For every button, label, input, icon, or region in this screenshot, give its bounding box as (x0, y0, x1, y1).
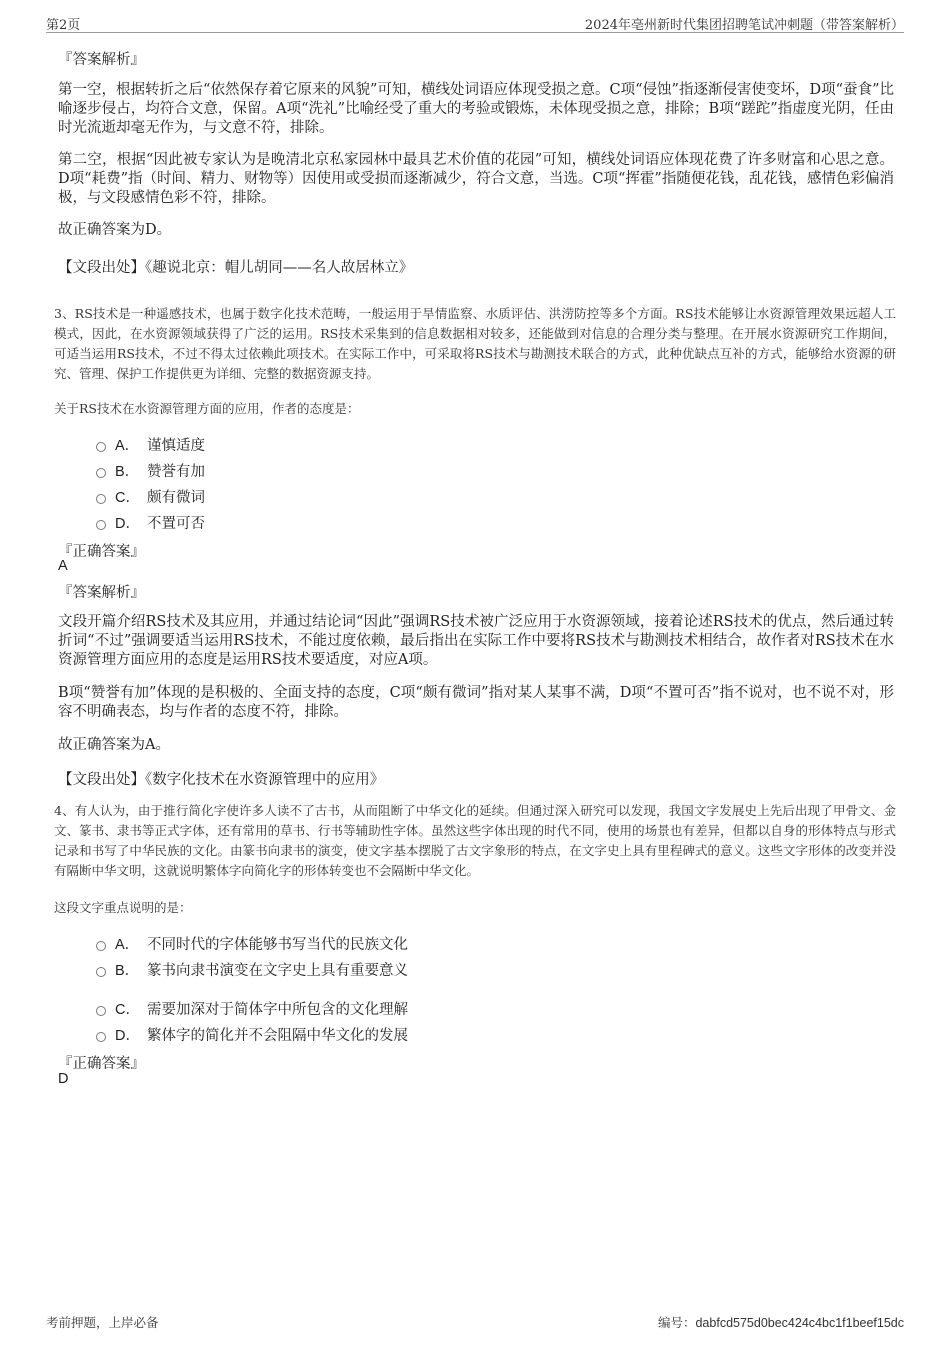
radio-icon[interactable] (96, 468, 106, 478)
radio-icon[interactable] (96, 1032, 106, 1042)
option-text: 篆书向隶书演变在文字史上具有重要意义 (147, 963, 408, 979)
option-text: 谨慎适度 (147, 438, 205, 454)
option-c[interactable] (96, 486, 205, 507)
option-letter: B． (115, 963, 140, 979)
option-text: 颇有微词 (147, 490, 205, 506)
option-letter: C． (115, 1002, 140, 1018)
source-citation: 【文段出处】《趣说北京：帽儿胡同——名人故居林立》 (58, 260, 414, 276)
option-text: 不同时代的字体能够书写当代的民族文化 (147, 937, 408, 953)
radio-icon[interactable] (96, 520, 106, 530)
correct-answer-value: D (58, 1071, 69, 1087)
analysis-conclusion: 故正确答案为A。 (58, 737, 170, 753)
option-d[interactable] (96, 1024, 408, 1045)
analysis-label: 『答案解析』 (58, 585, 145, 601)
radio-icon[interactable] (96, 1006, 106, 1016)
option-b[interactable] (96, 460, 205, 481)
option-letter: B． (115, 464, 140, 480)
option-letter: A． (115, 438, 140, 454)
correct-answer-value: A (58, 558, 68, 574)
option-letter: D． (115, 516, 140, 532)
page-number: 第2页 (46, 18, 81, 33)
option-text: 不置可否 (147, 516, 205, 532)
option-c[interactable] (96, 998, 408, 1019)
question-stem: 这段文字重点说明的是： (54, 900, 192, 915)
option-letter: D． (115, 1028, 140, 1044)
option-d[interactable] (96, 512, 205, 533)
page-header (46, 14, 904, 33)
question-stem: 关于RS技术在水资源管理方面的应用，作者的态度是： (54, 401, 360, 416)
option-text: 需要加深对于简体字中所包含的文化理解 (147, 1002, 408, 1018)
footer-slogan: 考前押题，上岸必备 (46, 1315, 159, 1330)
analysis-paragraph: 第一空，根据转折之后“依然保存着它原来的风貌”可知，横线处词语应体现受损之意。C项“侵蚀”指逐渐侵害使变坏，D项“蚕食”比喻逐步侵占，均符合文意，保留。A项“洗礼”比喻经受了重大的考验或锻炼，未体现受损之意，排除；B项“蹉跎”指虚度光阴，任由时光流逝却毫无作为，与文意不符，排除。 (58, 82, 894, 136)
document-id: 编号：dabfcd575d0bec424c4bc1f1beef15dc (657, 1316, 904, 1330)
option-a[interactable] (96, 933, 408, 954)
option-text: 繁体字的简化并不会阻隔中华文化的发展 (147, 1028, 408, 1044)
option-b[interactable] (96, 959, 408, 980)
analysis-conclusion: 故正确答案为D。 (58, 222, 172, 238)
option-text: 赞誉有加 (147, 464, 205, 480)
option-letter: A． (115, 937, 140, 953)
analysis-paragraph: 文段开篇介绍RS技术及其应用，并通过结论词“因此”强调RS技术被广泛应用于水资源领域，接着论述RS技术的优点，然后通过转折词“不过”强调要适当运用RS技术，不能过度依赖，最后指出在实际工作中要将RS技术与勘测技术相结合，故作者对RS技术在水资源管理方面应用的态度是运用RS技术要适度，对应A项。 (58, 614, 894, 668)
analysis-paragraph: 第二空，根据“因此被专家认为是晚清北京私家园林中最具艺术价值的花园”可知，横线处词语应体现花费了许多财富和心思之意。D项“耗费”指（时间、精力、财物等）因使用或受损而逐渐减少，符合文意，当选。C项“挥霍”指随便花钱，乱花钱，感情色彩偏消极，与文段感情色彩不符，排除。 (58, 152, 894, 206)
option-a[interactable] (96, 434, 205, 455)
question-passage: 4、有人认为，由于推行简化字使许多人读不了古书，从而阻断了中华文化的延续。但通过深入研究可以发现，我国文字发展史上先后出现了甲骨文、金文、篆书、隶书等正式字体，还有常用的草书、行书等辅助性字体。虽然这些字体出现的时代不同，使用的场景也有差异，但都以自身的形体特点与形式记录和书写了中华民族的文化。由篆书向隶书的演变，使文字基本摆脱了古文字象形的特点，在文字史上具有里程碑式的意义。这些文字形体的改变并没有隔断中华文明，这就说明繁体字向简化字的形体转变也不会隔断中华文化。 (54, 803, 896, 878)
source-citation: 【文段出处】《数字化技术在水资源管理中的应用》 (58, 772, 385, 788)
radio-icon[interactable] (96, 442, 106, 452)
option-letter: C． (115, 490, 140, 506)
analysis-paragraph: B项“赞誉有加”体现的是积极的、全面支持的态度，C项“颇有微词”指对某人某事不满，D项“不置可否”指不说对，也不说不对，形容不明确表态，均与作者的态度不符，排除。 (58, 685, 894, 720)
radio-icon[interactable] (96, 494, 106, 504)
correct-answer-label: 『正确答案』 (58, 544, 145, 560)
radio-icon[interactable] (96, 941, 106, 951)
question-passage: 3、RS技术是一种遥感技术，也属于数字化技术范畴，一般运用于旱情监察、水质评估、洪涝防控等多个方面。RS技术能够让水资源管理效果远超人工模式，因此，在水资源领域获得了广泛的运用。RS技术采集到的信息数据相对较多，还能做到对信息的合理分类与整理。在开展水资源研究工作期间，可适当运用RS技术，不过不得太过依赖此项技术。在实际工作中，可采取将RS技术与勘测技术联合的方式，此种优缺点互补的方式，能够给水资源的研究、管理、保护工作提供更为详细、完整的数据资源支持。 (54, 306, 896, 381)
document-title: 2024年亳州新时代集团招聘笔试冲刺题（带答案解析） (584, 18, 904, 33)
radio-icon[interactable] (96, 967, 106, 977)
correct-answer-label: 『正确答案』 (58, 1056, 145, 1072)
analysis-label: 『答案解析』 (58, 52, 145, 68)
